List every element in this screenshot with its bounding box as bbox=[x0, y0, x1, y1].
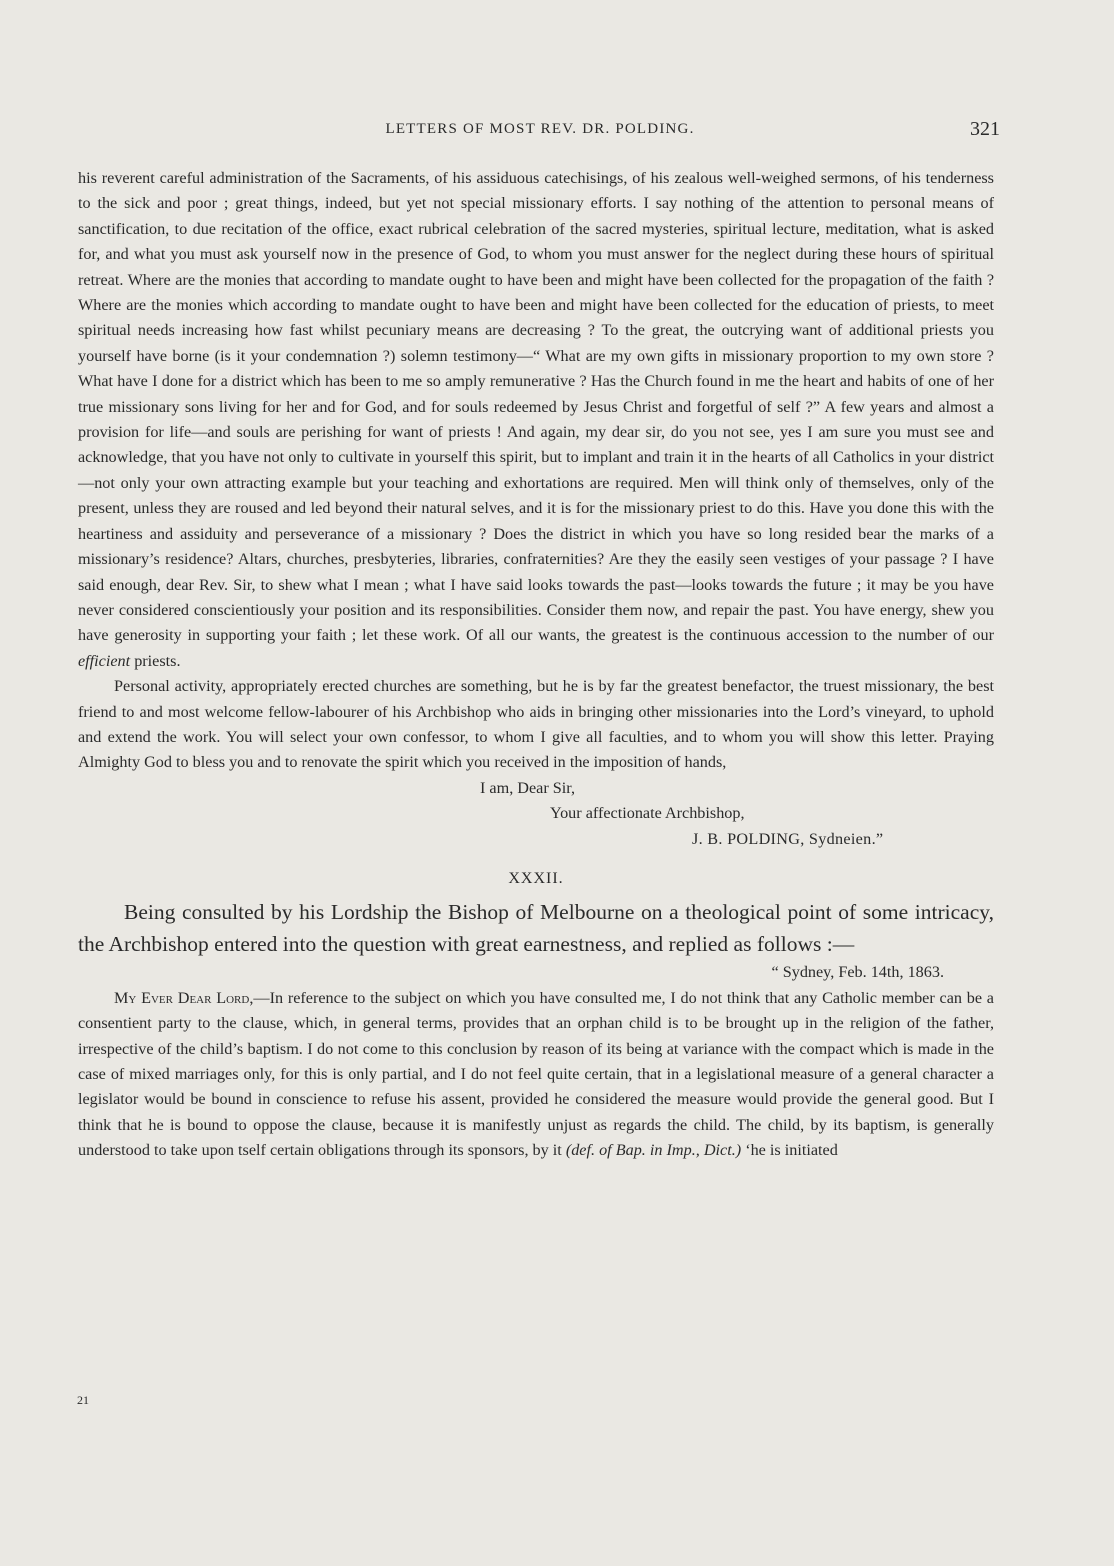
closing-line-2: Your affectionate Archbishop, bbox=[550, 804, 745, 823]
letter-closing bbox=[78, 776, 994, 852]
salutation: My Ever Dear Lord, bbox=[114, 988, 254, 1007]
page-number: 321 bbox=[970, 118, 1000, 140]
definition-reference: (def. of Bap. in Imp., Dict.) bbox=[565, 1141, 742, 1160]
letter-paragraph-1-text: his reverent careful administration of the Sacraments, of his assiduous catechisings, of his zealous well-weighed sermons, of his tenderness to the sick and poor ; great things, indeed, but yet not special missionary efforts. I say nothing of the attention to personal means of sanctification, to due recitation of the office, exact rubrical celebration of the sacred mysteries, spiritual lecture, meditation, what is asked for, and what you must ask yourself now in the presence of God, to whom you must answer for the neglect during these hours of spiritual retreat. Where are the monies that according to mandate ought to have been and might have been collected for the propagation of the faith ? Where are the monies which according to mandate ought to have been and might have been collected for the education of priests, to meet spiritual needs increasing how fast whilst pecuniary means are decreasing ? To the great, the outcrying want of additional priests you yourself have borne (is it your condemnation ?) solemn testimony—“ What are my own gifts in missionary proportion to my own store ? What have I done for a district which has been to me so amply remunerative ? Has the Church found in me the heart and habits of one of her true missionary sons living for her and for God, and for souls redeemed by Jesus Christ and forgetful of self ?” A few years and almost a provision for life—and souls are perishing for want of priests ! And again, my dear sir, do you not see, yes I am sure you must see and acknowledge, that you have not only to cultivate in yourself this spirit, but to implant and train it in the hearts of all Catholics in your district—not only your own attracting example but your teaching and exhortations are required. Men will think only of themselves, only of the present, unless they are roused and led beyond their natural selves, and it is for the missionary priest to do this. Have you done this with the heartiness and assiduity and perseverance of a missionary ? Does the district in which you have so long resided bear the marks of a missionary’s residence? Altars, churches, presbyteries, libraries, confraternities? Are they the easily seen vestiges of your passage ? I have said enough, dear Rev. Sir, to shew what I mean ; what I have said looks towards the past—looks towards the future ; it may be you have never considered conscientiously your position and its responsibilities. Consider them now, and repair the past. You have energy, shew you have generosity in supporting your faith ; let these work. Of all our wants, the greatest is the continuous accession to the number of our bbox=[78, 169, 994, 645]
running-title: LETTERS OF MOST REV. DR. POLDING. bbox=[385, 121, 695, 137]
letter-date: “ Sydney, Feb. 14th, 1863. bbox=[771, 963, 944, 982]
section-number: XXXII. bbox=[508, 869, 564, 887]
letter-paragraph-2: Personal activity, appropriately erected churches are something, but he is by far the greatest benefactor, the truest missionary, the best friend to and most welcome fellow-labourer of his Archbishop who aids in bringing other missionaries into the Lord’s vineyard, to uphold and extend the work. You will select your own confessor, to whom I give all faculties, and to whom you will show this letter. Praying Almighty God to bless you and to renovate the spirit which you received in the imposition of hands, bbox=[78, 677, 994, 772]
signature-line: J. B. POLDING, Sydneien.” bbox=[692, 829, 884, 848]
letter-body-end: ‘he is initiated bbox=[741, 1141, 838, 1160]
closing-line-1: I am, Dear Sir, bbox=[480, 778, 576, 797]
body-text bbox=[78, 166, 994, 1164]
letter-body-text: —In reference to the subject on which you have consulted me, I do not think that any Catholic member can be a consentient party to the clause, which, in general terms, provides that an orphan child is to be brought up in the religion of the father, irrespective of the child’s baptism. I do not come to this conclusion by reason of its being at variance with the compact which is made in the case of mixed marriages only, for this is only partial, and I do not feel quite certain, that in a legislational measure of a general character a legislator would be bound in conscience to refuse his assent, provided he considered the measure would provide the general good. But I think that he is bound to oppose the clause, because it is manifestly unjust as regards the child. The child, by its baptism, is generally understood to take upon tself certain obligations through its sponsors, by it bbox=[78, 988, 994, 1160]
efficient-italic: efficient bbox=[78, 651, 131, 670]
signature-mark: 21 bbox=[77, 1393, 89, 1407]
page-header bbox=[80, 118, 1000, 142]
section-intro: Being consulted by his Lordship the Bishop of Melbourne on a theological point of some intricacy, the Archbishop entered into the question with great earnestness, and replied as follows :— bbox=[78, 900, 994, 956]
letter-body bbox=[78, 986, 994, 1164]
letter-paragraph-1 bbox=[78, 166, 994, 674]
letter-paragraph-1-end: priests. bbox=[130, 651, 181, 670]
